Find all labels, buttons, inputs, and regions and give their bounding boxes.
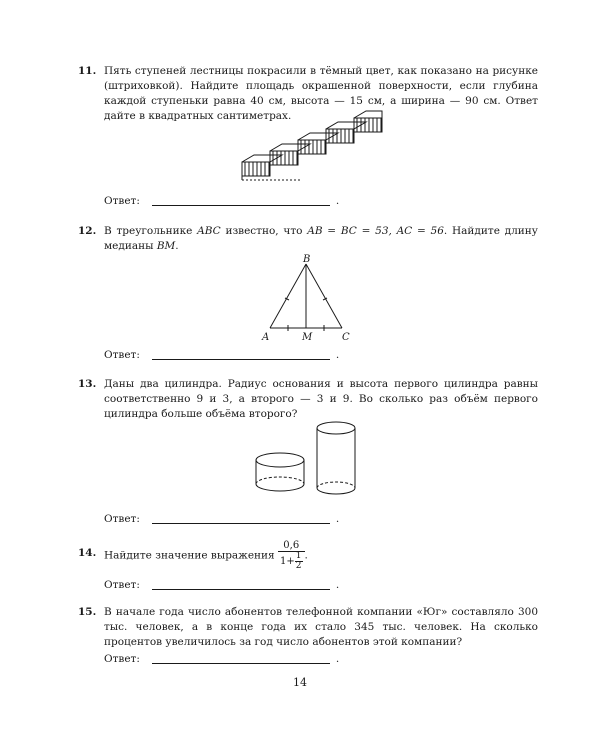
answer-field[interactable]: [152, 652, 330, 664]
vertex-label-a: A: [262, 332, 270, 343]
problem-text: В начале года число абонентов телефонной компании «Юг» составляло 300 тыс. человек, а в конце года их стало 345 тыс. человек. На сколько процентов увеличилось за год число абонентов этой компании?: [104, 606, 538, 648]
problem-number: 13.: [78, 378, 97, 390]
triangle-name: ABC: [197, 225, 221, 237]
problem-text: [104, 224, 538, 254]
answer-field[interactable]: [152, 512, 330, 524]
cylinder-1-bottom: [256, 484, 304, 491]
text-part: известно, что: [220, 225, 308, 237]
problem-text: [104, 540, 538, 571]
midpoint-label-m: M: [302, 332, 313, 343]
answer-row-14: [104, 578, 339, 591]
fraction-denominator: [278, 552, 304, 571]
answer-label: Ответ:: [104, 513, 140, 525]
step-riser-1: [242, 162, 270, 176]
problem-text: Даны два цилиндра. Радиус основания и высота первого цилиндра равны соответственно 9 и 3, а второго — 3 и 9. Во сколько раз объём первого цилиндра больше объёма второго?: [104, 378, 538, 420]
answer-label: Ответ:: [104, 349, 140, 361]
triangle-figure: [258, 252, 358, 344]
median-name: BM: [156, 240, 176, 252]
page-number: 14: [293, 676, 307, 689]
text-part: В треугольнике: [104, 225, 198, 237]
fraction-numerator: 0,6: [278, 540, 304, 552]
answer-field[interactable]: [152, 578, 330, 590]
answer-end: .: [335, 579, 340, 591]
problem-13: [78, 377, 538, 422]
answer-end: .: [335, 513, 340, 525]
problem-number: 14.: [78, 547, 97, 559]
answer-end: .: [335, 653, 340, 665]
inner-fraction: [295, 552, 303, 571]
text-part: .: [175, 240, 179, 252]
answer-end: .: [335, 349, 340, 361]
answer-label: Ответ:: [104, 579, 140, 591]
cylinders-figure: [250, 418, 370, 500]
side-ab: [270, 264, 306, 328]
answer-label: Ответ:: [104, 653, 140, 665]
cylinder-1-top: [256, 453, 304, 467]
step-tread: [354, 111, 382, 118]
stairs-figure: [236, 106, 386, 186]
answer-end: .: [335, 195, 340, 207]
text-part: Найдите значение выражения: [104, 549, 275, 562]
problem-number: 12.: [78, 225, 97, 237]
fraction-expression: [278, 540, 304, 571]
step-riser-3: [298, 140, 326, 154]
equation: AB = BC = 53, AC = 56: [307, 225, 444, 237]
vertex-label-c: C: [342, 332, 350, 343]
problem-12: [78, 224, 538, 254]
cylinder-1-bottom-hidden: [256, 477, 304, 484]
inner-numerator: 1: [295, 551, 302, 561]
answer-row-11: [104, 194, 339, 207]
denominator-prefix: 1+: [280, 556, 295, 567]
step-riser-4: [326, 129, 354, 143]
cylinder-2-top: [317, 422, 355, 434]
side-bc: [306, 264, 342, 328]
inner-denominator: 2: [295, 561, 302, 571]
answer-label: Ответ:: [104, 195, 140, 207]
cylinder-2-bottom-hidden: [317, 482, 355, 488]
cylinder-2-bottom: [317, 488, 355, 494]
problem-15: [78, 605, 538, 650]
problem-number: 15.: [78, 606, 97, 618]
answer-row-15: [104, 652, 339, 665]
answer-row-12: [104, 348, 339, 361]
answer-row-13: [104, 512, 339, 525]
answer-field[interactable]: [152, 194, 330, 206]
problem-text: Пять ступеней лестницы покрасили в тёмный цвет, как показано на рисунке (штриховкой). Найдите площадь окрашенной поверхности, если глубина каждой ступеньки равна 40 см, высота — 15 см, а ширина — 90 см. Ответ дайте в квадратных сантиметрах.: [104, 65, 538, 122]
answer-field[interactable]: [152, 348, 330, 360]
problem-14: [78, 540, 538, 571]
vertex-label-b: B: [303, 254, 311, 265]
text-part: . Найдите длину медианы: [104, 225, 538, 252]
step-riser-2: [270, 151, 298, 165]
step-riser-5: [354, 118, 382, 132]
problem-number: 11.: [78, 65, 97, 77]
text-part: .: [304, 549, 308, 562]
